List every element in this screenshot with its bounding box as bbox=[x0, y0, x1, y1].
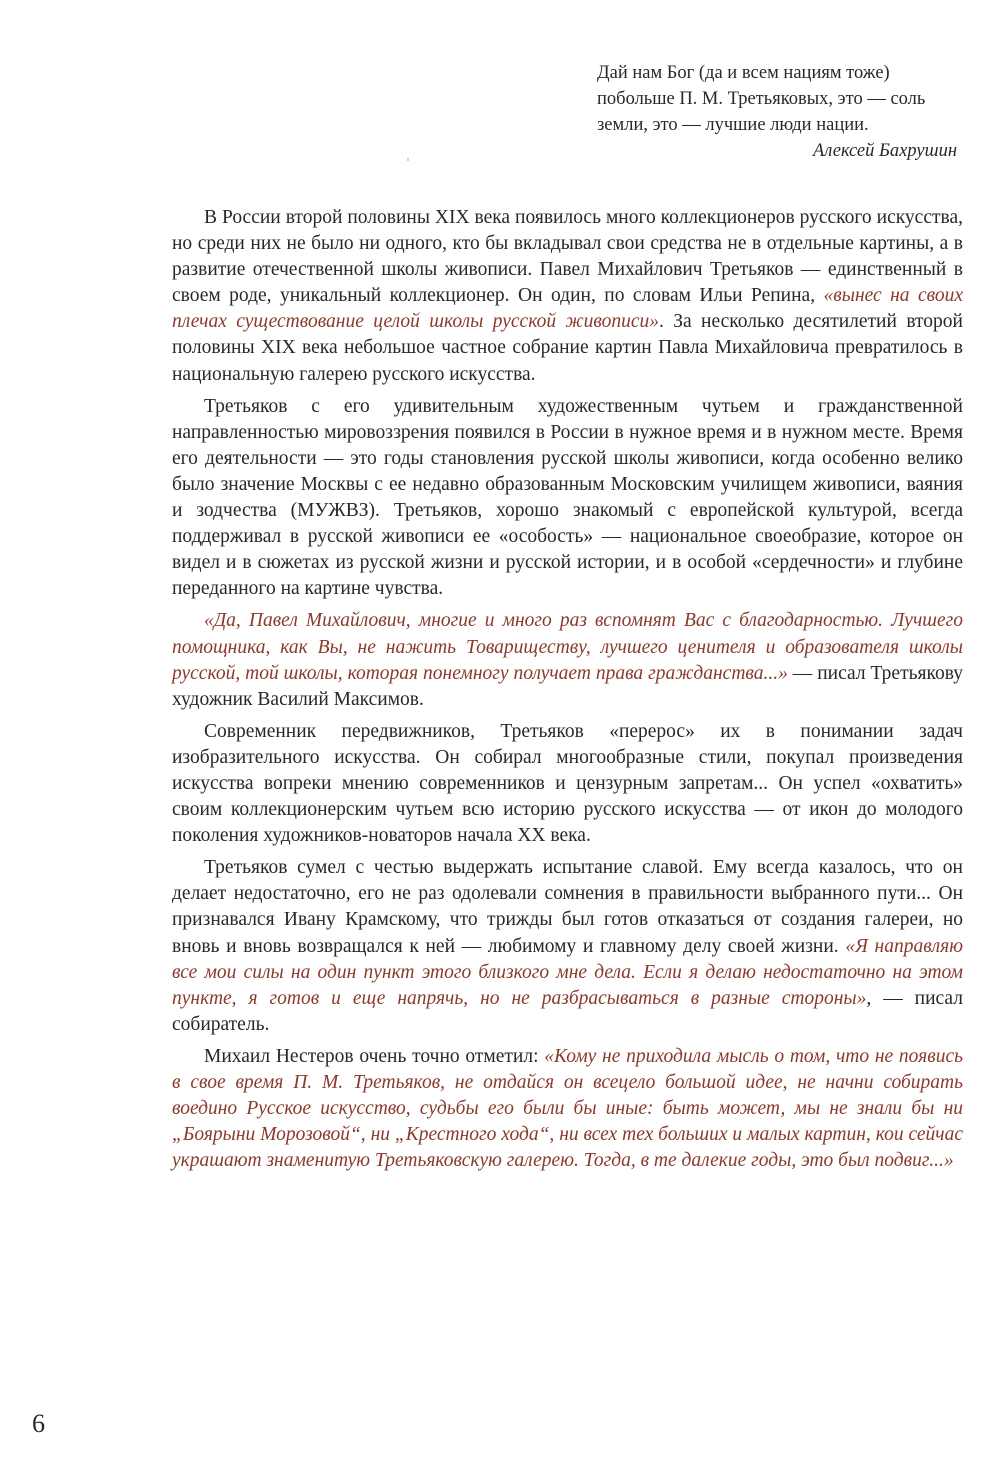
text-segment: Третьяков сумел с честью выдержать испытание славой. Ему всегда казалось, что он делает недостаточно, его не раз одолевали сомнения в правильности выбранного пути... Он признавался Ивану Крамскому, что трижды был готов отказаться от создания галереи, но вновь и вновь возвращался к ней — любимому и главному делу своей жизни. bbox=[172, 857, 963, 957]
paragraph bbox=[172, 394, 963, 603]
text-segment: Современник передвижников, Третьяков «перерос» их в понимании задач изобразительного искусства. Он собирал многообразные стили, покупал произведения искусства вопреки мнению современников и цензурным запретам... Он успел «охватить» своим коллекционерским чутьем всю историю русского искусства — от икон до молодого поколения художников-новаторов начала XX века. bbox=[172, 720, 963, 847]
quote-segment: «Я направляю все мои силы на один пункт этого близкого мне дела. Если я делаю недостаточно на этом пункте, я готов и еще напрячь, но не разбрасываться в разные стороны» bbox=[172, 935, 963, 1009]
quote-segment: «Да, Павел Михайлович, многие и много раз вспомнят Вас с благодарностью. Лучшего помощника, как Вы, не нажить Товариществу, лучшего ценителя и образователя школы русской, той школы, которая понемногу получает права гражданства...» bbox=[172, 610, 963, 684]
text-segment: . За несколько десятилетий второй половины XIX века небольшое частное собрание картин Павла Михайловича превратилось в национальную галерею русского искусства. bbox=[172, 311, 963, 385]
main-text bbox=[172, 205, 963, 1180]
paragraph bbox=[172, 205, 963, 388]
text-segment: В России второй половины XIX века появилось много коллекционеров русского искусства, но среди них не было ни одного, кто бы вкладывал свои средства не в отдельные картины, а в развитие отечественной школы живописи. Павел Михайлович Третьяков — единственный в своем роде, уникальный коллекционер. Он один, по словам Ильи Репина, bbox=[172, 207, 963, 307]
epigraph-line: побольше П. М. Третьяковых, это — соль bbox=[597, 89, 926, 109]
epigraph-line: земли, это — лучшие люди нации. bbox=[597, 115, 869, 135]
paragraph bbox=[172, 608, 963, 712]
page-mark bbox=[407, 158, 409, 161]
text-segment: — писал Третьякову художник Василий Максимов. bbox=[172, 662, 963, 710]
paragraph bbox=[172, 1044, 963, 1174]
quote-segment: «вынес на своих плечах существование целой школы русской живописи» bbox=[172, 285, 964, 333]
epigraph bbox=[597, 60, 957, 164]
text-segment: Третьяков с его удивительным художественным чутьем и гражданственной направленностью мировоззрения появился в России в нужное время и в нужном месте. Время его деятельности — это годы становления русской школы живописи, когда особенно велико было значение Москвы с ее недавно образованным Московским училищем живописи, ваяния и зодчества (МУЖВЗ). Третьяков, хорошо знакомый с европейской культурой, всегда поддерживал в русской живописи ее «особость» — национальное своеобразие, которое он видел и в сюжетах из русской жизни и русской истории, и в особой «сердечности» и глубине переданного на картине чувства. bbox=[172, 395, 963, 600]
epigraph-author: Алексей Бахрушин bbox=[812, 141, 957, 161]
text-segment: , — писал собиратель. bbox=[172, 987, 963, 1035]
epigraph-line: Дай нам Бог (да и всем нациям тоже) bbox=[597, 63, 890, 83]
paragraph bbox=[172, 855, 963, 1038]
quote-segment: «Кому не приходила мысль о том, что не появись в свое время П. М. Третьяков, не отдайся он всецело большой идее, не начни собирать воедино Русское искусство, судьбы его были бы иные: быть может, мы не знали бы ни „Боярыни Морозовой“, ни „Крестного хода“, ни всех тех больших и малых картин, кои сейчас украшают знаменитую Третьяковскую галерею. Тогда, в те далекие годы, это был подвиг...» bbox=[172, 1045, 963, 1172]
text-segment: Михаил Нестеров очень точно отметил: bbox=[204, 1045, 545, 1067]
paragraph bbox=[172, 719, 963, 849]
page-number: 6 bbox=[32, 1409, 45, 1438]
